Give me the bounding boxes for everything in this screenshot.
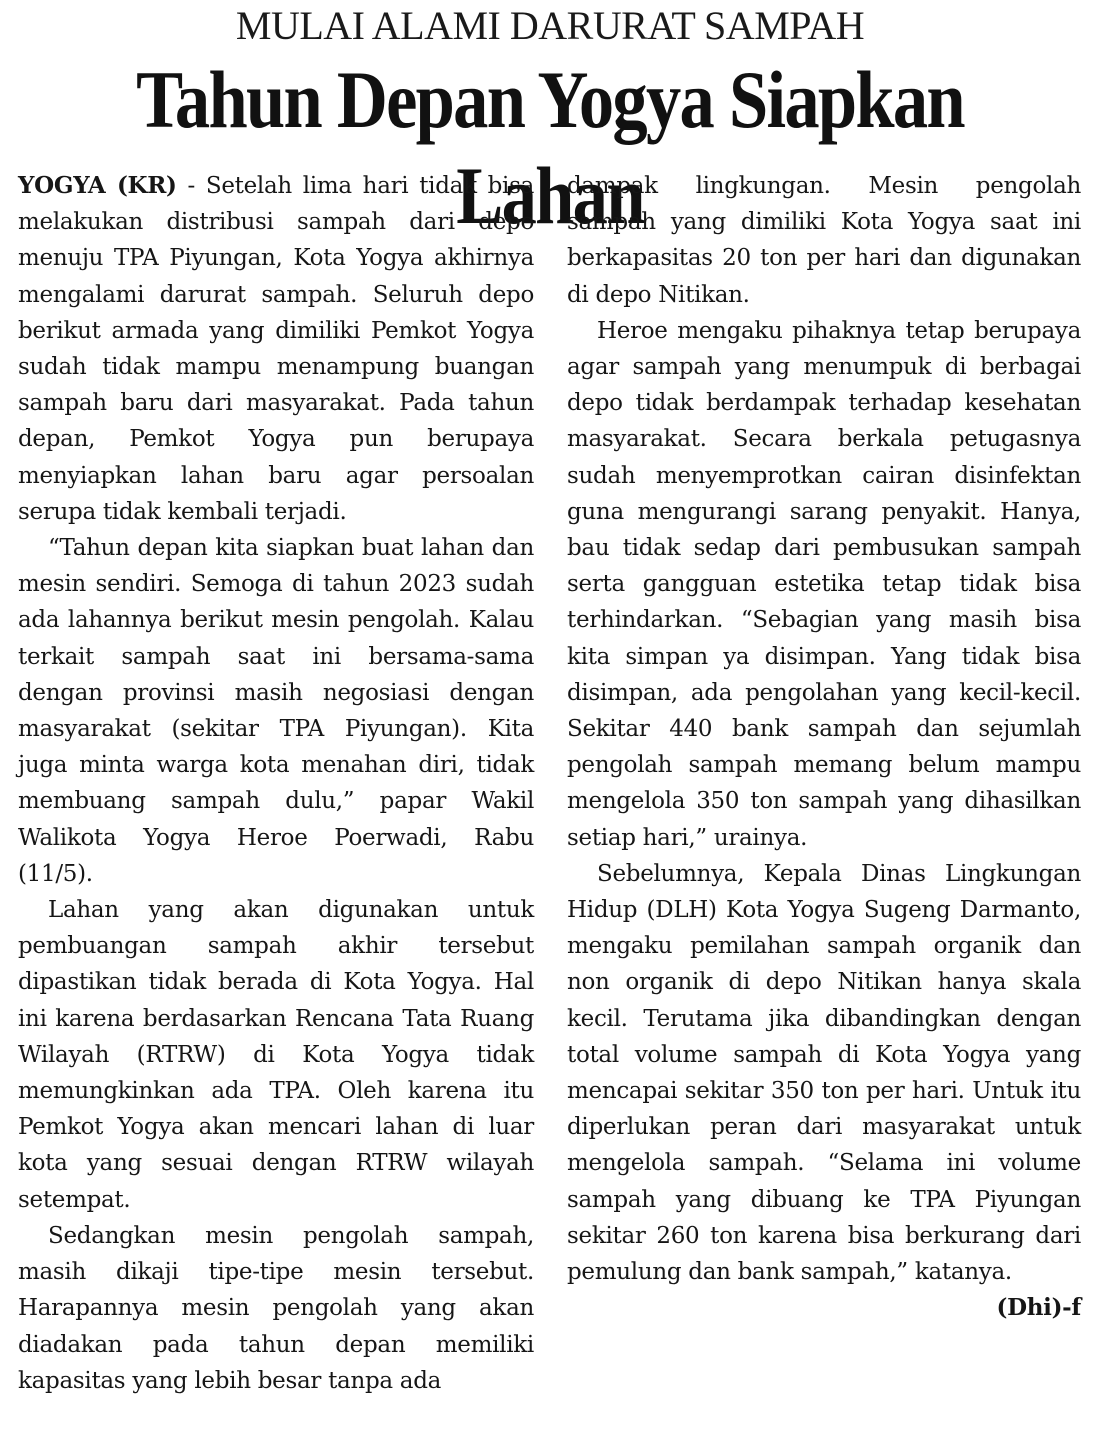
paragraph-6: Heroe mengaku pihaknya tetap berupaya agar sampah yang menumpuk di berbagai depo tidak berdampak terhadap kesehatan masyarakat. Secara berkala petugasnya sudah menyemprotkan cairan disinfektan guna mengurangi sarang penyakit. Hanya, bau tidak sedap dari pembusukan sampah serta gangguan estetika tetap tidak bisa terhindarkan. “Sebagian yang masih bisa kita simpan ya disimpan. Yang tidak bisa disimpan, ada pengolahan yang kecil-kecil. Sekitar 440 bank sampah dan sejumlah pengolah sampah memang belum mampu mengelola 350 ton sampah yang dihasilkan setiap hari,” urainya.	[567, 317, 1081, 851]
paragraph-1-text: - Setelah lima hari tidak bisa melakukan distribusi sampah dari depo menuju TPA Piyungan, Kota Yogya akhirnya mengalami darurat sampah. Seluruh depo berikut armada yang dimiliki Pemkot Yogya sudah tidak mampu menampung buangan sampah baru dari masyarakat. Pada tahun depan, Pemkot Yogya pun berupaya menyiapkan lahan baru agar persoalan serupa tidak kembali terjadi.	[18, 173, 534, 525]
paragraph-4: Sedangkan mesin pengolah sampah, masih dikaji tipe-tipe mesin tersebut. Harapannya mesin pengolah yang akan diadakan pada tahun depan memiliki kapasitas yang lebih besar tanpa ada	[18, 1222, 534, 1394]
dateline: YOGYA (KR)	[18, 172, 177, 199]
kicker: MULAI ALAMI DARURAT SAMPAH	[235, 3, 865, 48]
left-column	[18, 168, 534, 1399]
paragraph-2: “Tahun depan kita siapkan buat lahan dan mesin sendiri. Semoga di tahun 2023 sudah ada lahannya berikut mesin pengolah. Kalau terkait sampah saat ini bersama-sama dengan provinsi masih negosiasi dengan masyarakat (sekitar TPA Piyungan). Kita juga minta warga kota menahan diri, tidak membuang sampah dulu,” papar Wakil Walikota Yogya Heroe Poerwadi, Rabu (11/5).	[18, 535, 534, 887]
paragraph-7	[567, 856, 1081, 1322]
headline: Tahun Depan Yogya Siapkan Lahan	[136, 54, 964, 241]
paragraph-7-text: Sebelumnya, Kepala Dinas Lingkungan Hidup (DLH) Kota Yogya Sugeng Darmanto, mengaku pemilahan sampah organik dan non organik di depo Nitikan hanya skala kecil. Terutama jika dibandingkan dengan total volume sampah di Kota Yogya yang mencapai sekitar 350 ton per hari. Untuk itu diperlukan peran dari masyarakat untuk mengelola sampah. “Selama ini volume sampah yang dibuang ke TPA Piyungan sekitar 260 ton karena bisa berkurang dari pemulung dan bank sampah,” katanya.	[567, 860, 1081, 1286]
paragraph-5: dampak lingkungan. Mesin pengolah sampah yang dimiliki Kota Yogya saat ini berkapasitas 20 ton per hari dan digunakan di depo Nitikan.	[567, 173, 1081, 308]
byline: (Dhi)-f	[996, 1294, 1081, 1322]
paragraph-1	[18, 168, 534, 530]
right-column	[567, 168, 1081, 1327]
paragraph-3: Lahan yang akan digunakan untuk pembuangan sampah akhir tersebut dipastikan tidak berada di Kota Yogya. Hal ini karena berdasarkan Rencana Tata Ruang Wilayah (RTRW) di Kota Yogya tidak memungkinkan ada TPA. Oleh karena itu Pemkot Yogya akan mencari lahan di luar kota yang sesuai dengan RTRW wilayah setempat.	[18, 897, 534, 1213]
